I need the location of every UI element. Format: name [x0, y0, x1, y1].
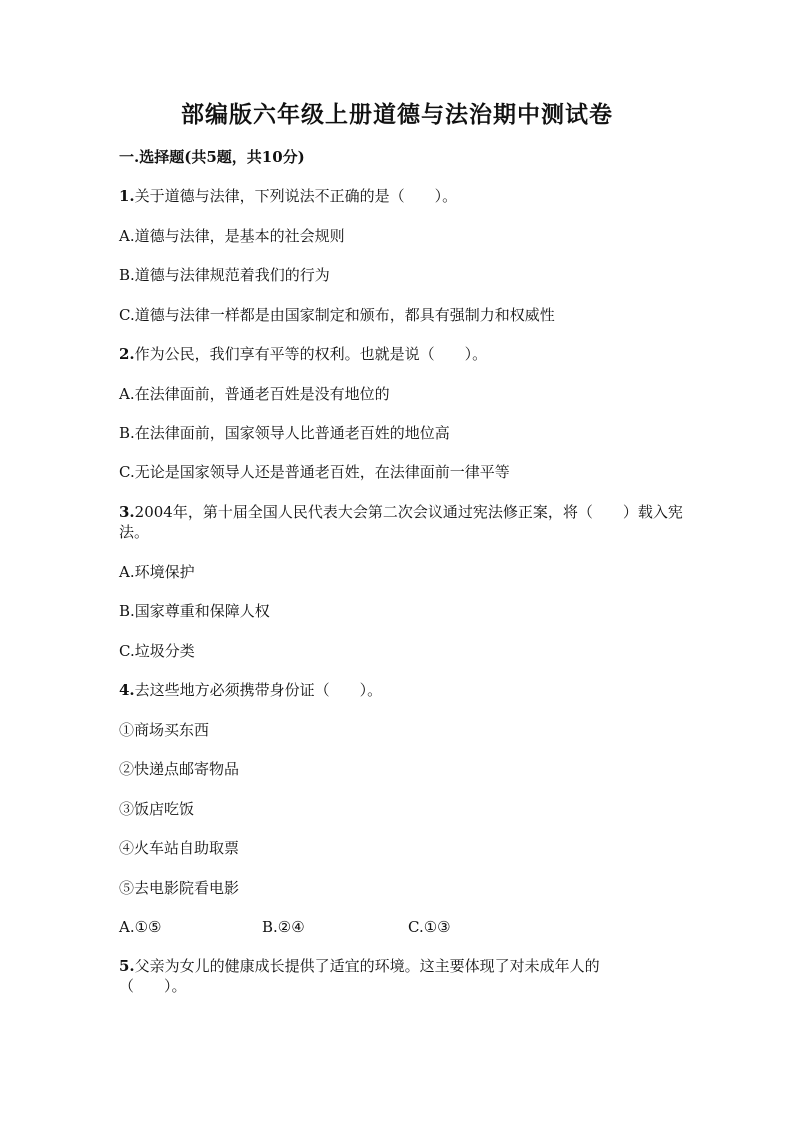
- question-stem: 关于道德与法律，下列说法不正确的是（ ）。: [134, 187, 458, 205]
- option-3a: A.环境保护: [119, 563, 195, 581]
- question-stem: 去这些地方必须携带身份证（ ）。: [134, 681, 383, 699]
- question-number: 2.: [119, 345, 135, 363]
- question-number: 4.: [119, 681, 135, 699]
- option-4c: C.①③: [408, 918, 451, 936]
- option-1a: A.道德与法律，是基本的社会规则: [119, 227, 345, 245]
- statement-3: ③饭店吃饭: [119, 800, 195, 818]
- option-4b: B.②④: [262, 918, 305, 936]
- question-number: 3.: [119, 503, 135, 521]
- option-2a: A.在法律面前，普通老百姓是没有地位的: [119, 385, 390, 403]
- option-3b: B.国家尊重和保障人权: [119, 602, 270, 620]
- question-stem: 2004年，第十届全国人民代表大会第二次会议通过宪法修正案，将（ ）载入宪法。: [119, 503, 683, 541]
- option-2c: C.无论是国家领导人还是普通老百姓，在法律面前一律平等: [119, 463, 510, 481]
- question-1: [119, 186, 457, 206]
- statement-2: ②快递点邮寄物品: [119, 760, 240, 778]
- option-1b: B.道德与法律规范着我们的行为: [119, 266, 330, 284]
- question-5: [119, 956, 639, 996]
- exam-title: 部编版六年级上册道德与法治期中测试卷: [181, 101, 613, 128]
- section-header: 一.选择题(共5题，共10分): [119, 148, 305, 166]
- statement-4: ④火车站自助取票: [119, 839, 240, 857]
- question-number: 1.: [119, 187, 135, 205]
- question-3: [119, 502, 689, 542]
- question-stem: 父亲为女儿的健康成长提供了适宜的环境。这主要体现了对未成年人的（ ）。: [119, 957, 600, 995]
- option-3c: C.垃圾分类: [119, 642, 195, 660]
- question-stem: 作为公民，我们享有平等的权利。也就是说（ ）。: [134, 345, 488, 363]
- option-1c: C.道德与法律一样都是由国家制定和颁布，都具有强制力和权威性: [119, 306, 555, 324]
- statement-1: ①商场买东西: [119, 721, 210, 739]
- option-2b: B.在法律面前，国家领导人比普通老百姓的地位高: [119, 424, 450, 442]
- statement-5: ⑤去电影院看电影: [119, 879, 240, 897]
- question-4: [119, 680, 382, 700]
- question-number: 5.: [119, 957, 135, 975]
- question-2: [119, 344, 487, 364]
- option-4a: A.①⑤: [119, 918, 162, 936]
